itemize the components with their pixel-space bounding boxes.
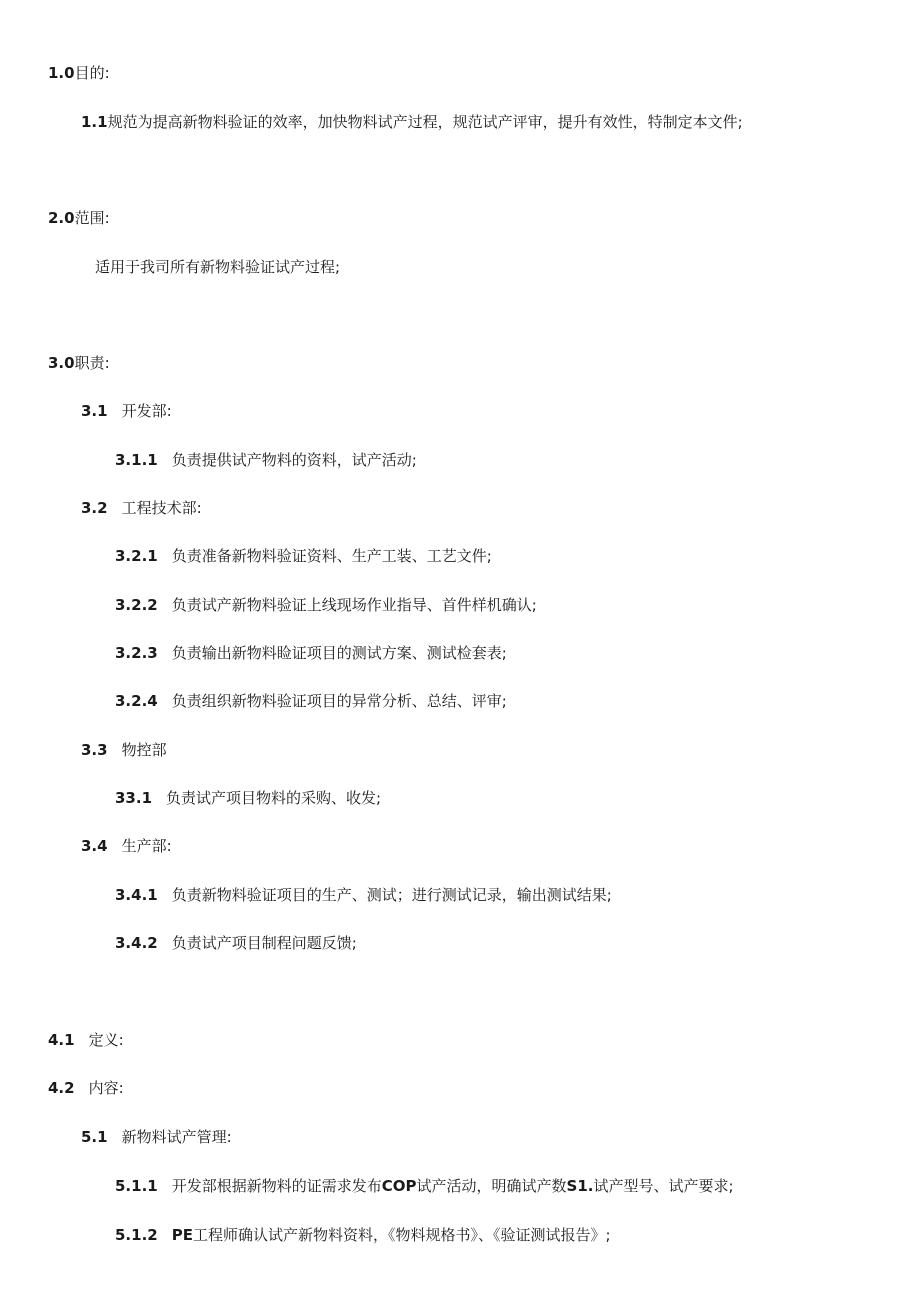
clause-5-1-2 bbox=[115, 1225, 611, 1245]
clause-3-1 bbox=[81, 401, 172, 421]
clause-3-4 bbox=[81, 836, 172, 856]
clause-number: 3.3 bbox=[81, 741, 108, 759]
clause-text: 负责提供试产物料的资料，试产活动; bbox=[171, 451, 417, 469]
clause-3-4-2 bbox=[115, 933, 357, 953]
clause-number: 3.2.3 bbox=[115, 644, 158, 662]
section-title: 范围: bbox=[74, 209, 110, 227]
clause-number: 33.1 bbox=[115, 789, 153, 807]
clause-3-4-1 bbox=[115, 885, 612, 905]
clause-text: 新物料试产管理: bbox=[121, 1128, 232, 1146]
section-3-heading bbox=[48, 353, 110, 373]
clause-text: 负责新物料验证项目的生产、测试；进行测试记录，输出测试结果; bbox=[171, 886, 612, 904]
clause-text: 规范为提高新物料验证的效率，加快物料试产过程，规范试产评审，提升有效性，特制定本文件; bbox=[107, 113, 743, 131]
clause-text-a: 开发部根据新物料的证需求发布 bbox=[171, 1177, 382, 1195]
clause-3-2-2 bbox=[115, 595, 537, 615]
section-title: 目的: bbox=[74, 64, 110, 82]
pe-term: PE bbox=[171, 1226, 193, 1244]
clause-text: 生产部: bbox=[121, 837, 172, 855]
clause-number: 3.4.1 bbox=[115, 886, 158, 904]
clause-3-1-1 bbox=[115, 450, 417, 470]
clause-text: 负责试产新物料验证上线现场作业指导、首件样机确认; bbox=[171, 596, 537, 614]
clause-number: 3.2.4 bbox=[115, 692, 158, 710]
clause-number: 3.4 bbox=[81, 837, 108, 855]
clause-number: 3.2.1 bbox=[115, 547, 158, 565]
clause-number: 5.1.1 bbox=[115, 1177, 158, 1195]
clause-text: 内容: bbox=[88, 1079, 124, 1097]
clause-3-3 bbox=[81, 740, 167, 760]
clause-text: 开发部: bbox=[121, 402, 172, 420]
clause-text-b: 试产活动，明确试产数 bbox=[416, 1177, 567, 1195]
clause-number: 3.1.1 bbox=[115, 451, 158, 469]
clause-number: 5.1 bbox=[81, 1128, 108, 1146]
section-number: 2.0 bbox=[48, 209, 75, 227]
section-1-heading bbox=[48, 63, 110, 83]
section-number: 3.0 bbox=[48, 354, 75, 372]
clause-text: 物控部 bbox=[121, 741, 167, 759]
clause-text: 负责准备新物料验证资料、生产工装、工艺文件; bbox=[171, 547, 492, 565]
clause-text: 负责输出新物料睑证项目的测试方案、测试检套表; bbox=[171, 644, 507, 662]
clause-number: 3.1 bbox=[81, 402, 108, 420]
clause-number: 4.2 bbox=[48, 1079, 75, 1097]
clause-text: 工程师确认试产新物料资料，《物料规格书》、《验证测试报告》; bbox=[192, 1226, 611, 1244]
clause-4-2 bbox=[48, 1078, 124, 1098]
clause-3-2-1 bbox=[115, 546, 492, 566]
scope-text: 适用于我司所有新物料验证试产过程; bbox=[95, 258, 341, 276]
clause-number: 1.1 bbox=[81, 113, 108, 131]
clause-text: 工程技术部: bbox=[121, 499, 202, 517]
section-2-heading bbox=[48, 208, 110, 228]
clause-3-2 bbox=[81, 498, 202, 518]
clause-text: 负责试产项目制程问题反馈; bbox=[171, 934, 357, 952]
cop-term: COP bbox=[381, 1177, 417, 1195]
clause-5-1 bbox=[81, 1127, 232, 1147]
clause-number: 4.1 bbox=[48, 1031, 75, 1049]
clause-3-3-1 bbox=[115, 788, 381, 808]
clause-text: 负责试产项目物料的采购、收发; bbox=[166, 789, 382, 807]
clause-5-1-1 bbox=[115, 1176, 734, 1196]
clause-3-2-3 bbox=[115, 643, 507, 663]
clause-number: 3.2 bbox=[81, 499, 108, 517]
section-title: 职责: bbox=[74, 354, 110, 372]
clause-text: 定义: bbox=[88, 1031, 124, 1049]
clause-3-2-4 bbox=[115, 691, 507, 711]
section-number: 1.0 bbox=[48, 64, 75, 82]
clause-number: 5.1.2 bbox=[115, 1226, 158, 1244]
clause-text: 负责组织新物料验证项目的异常分析、总结、评审; bbox=[171, 692, 507, 710]
clause-number: 3.4.2 bbox=[115, 934, 158, 952]
clause-4-1 bbox=[48, 1030, 124, 1050]
clause-1-1 bbox=[81, 112, 743, 132]
clause-number: 3.2.2 bbox=[115, 596, 158, 614]
s1-term: S1. bbox=[566, 1177, 594, 1195]
clause-text-c: 试产型号、试产要求; bbox=[593, 1177, 734, 1195]
